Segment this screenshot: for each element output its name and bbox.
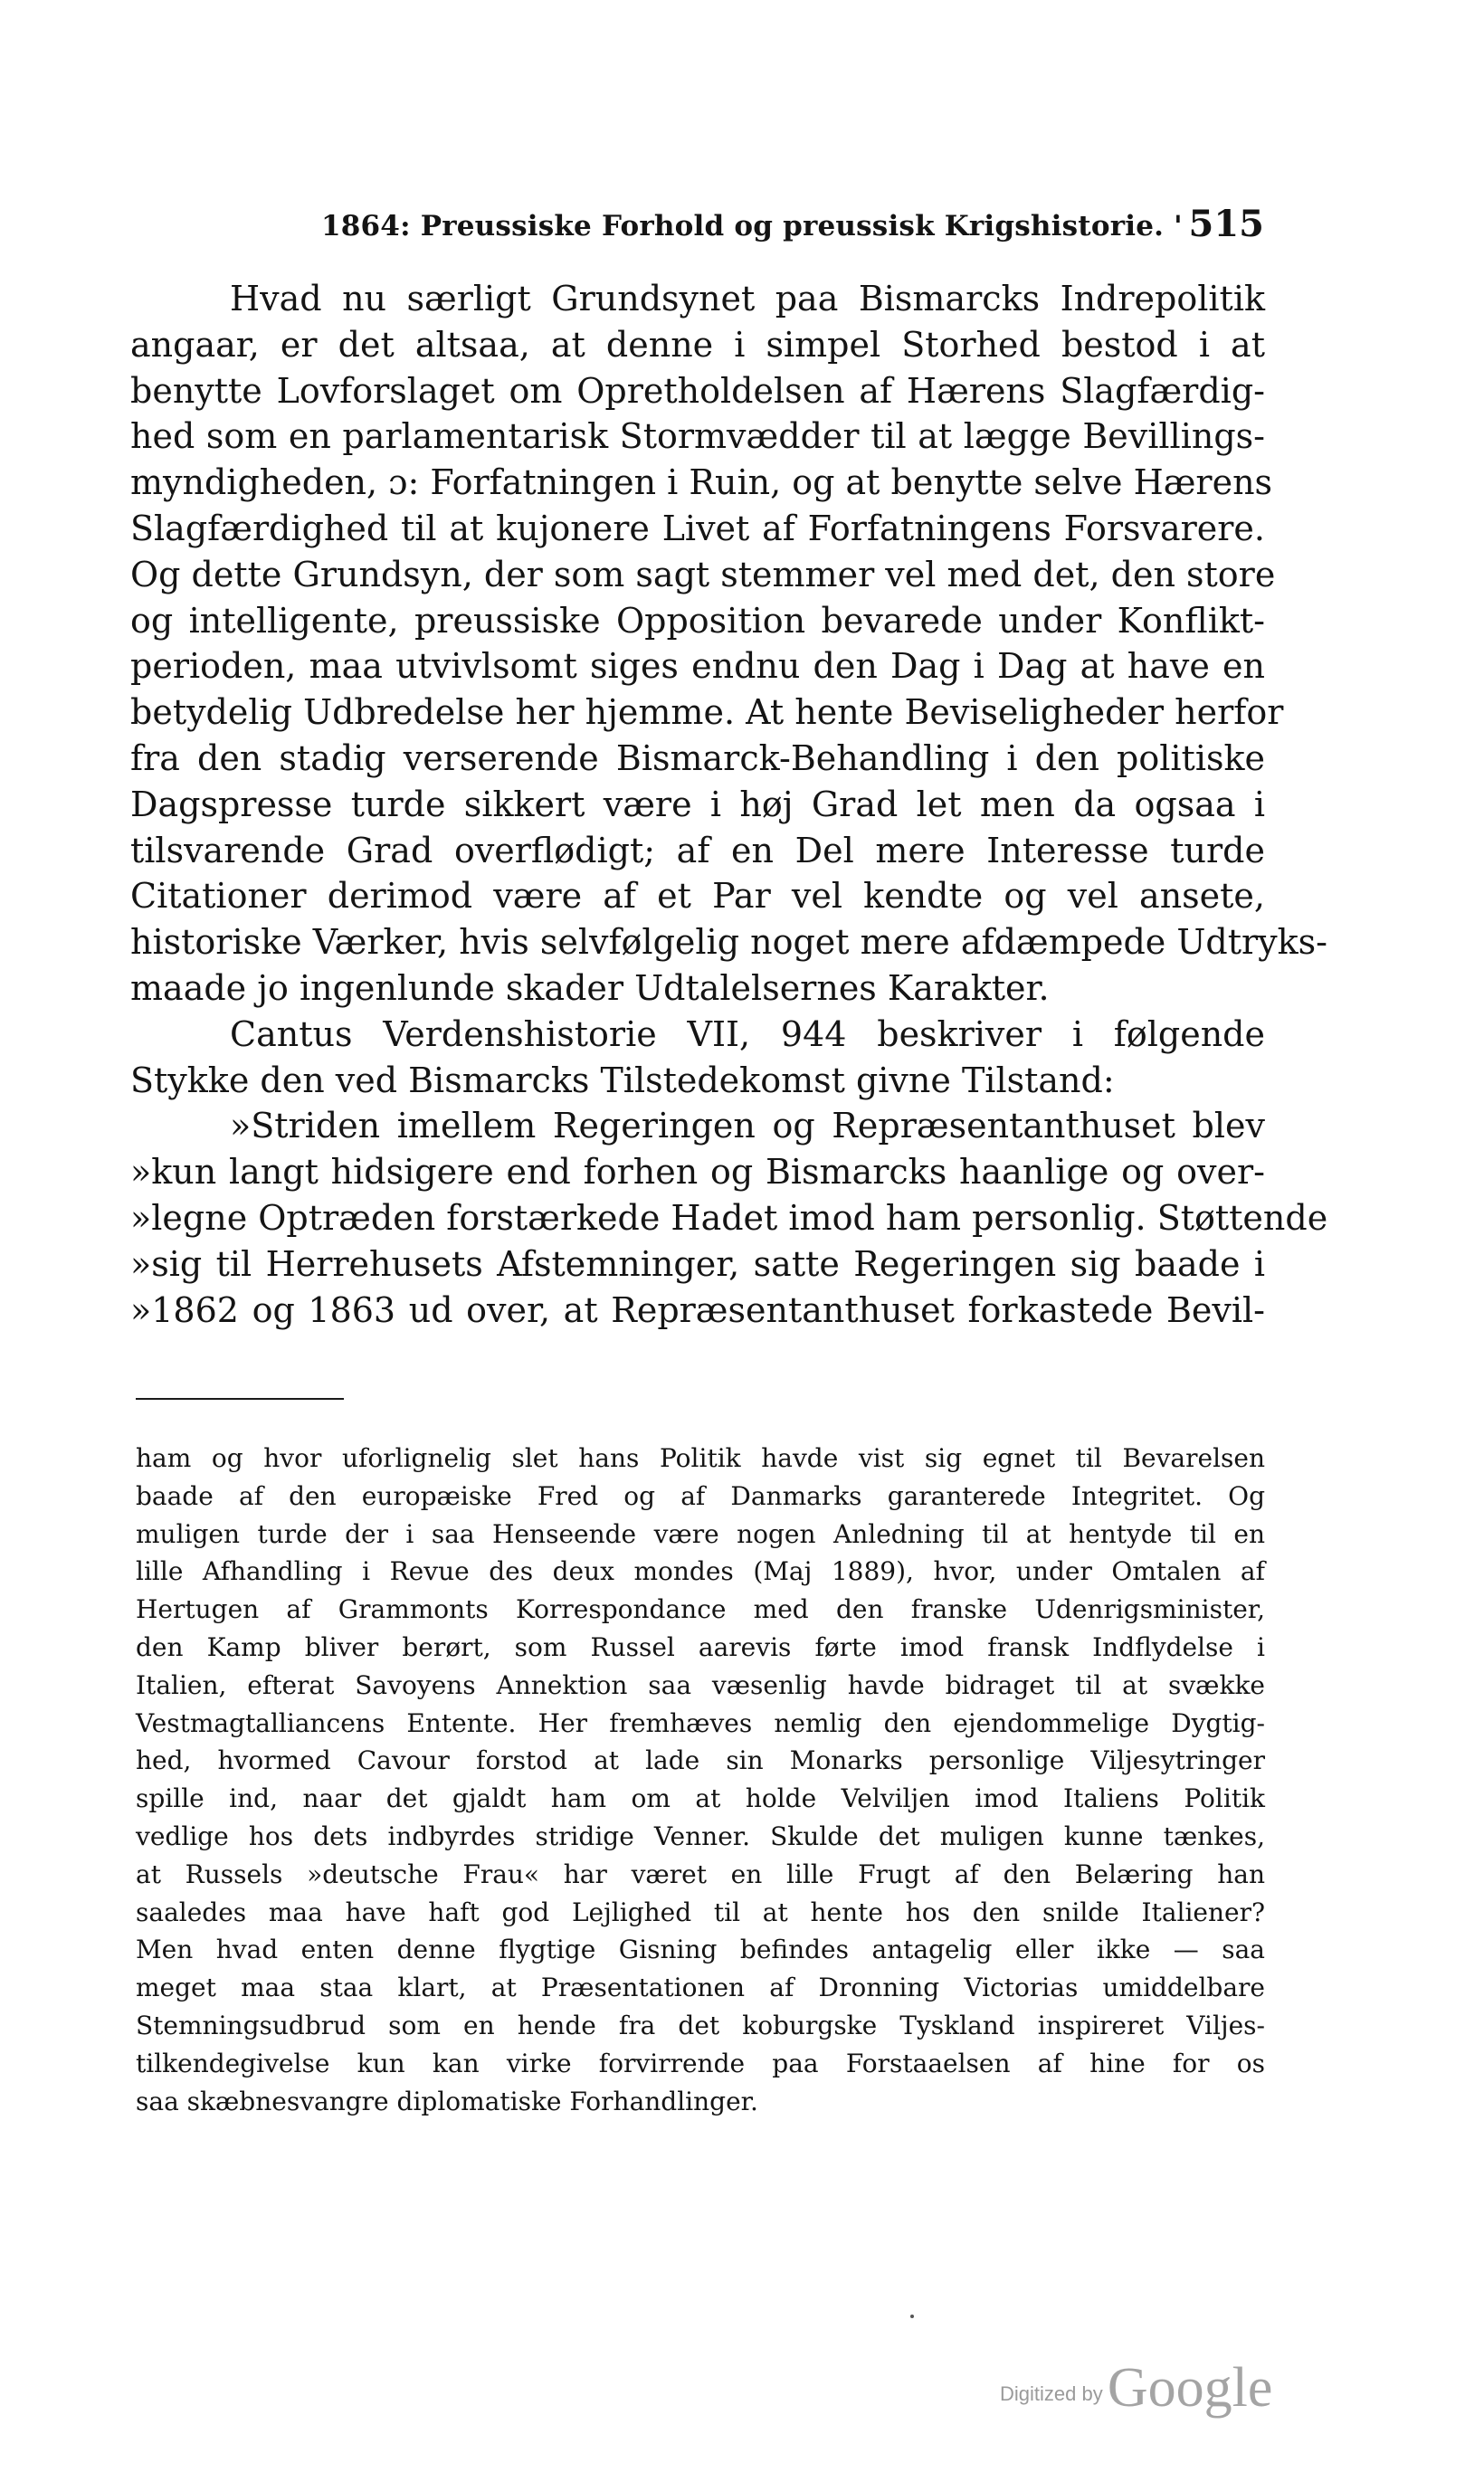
footnote-line: Vestmagtalliancens Entente. Her fremhæves nemlig den ejendommelige Dygtig- [136, 1707, 1265, 1738]
body-line: myndigheden, ɔ: Forfatningen i Ruin, og at benytte selve Hærens [130, 462, 1273, 503]
footnote-line: saaledes maa have haft god Lejlighed til at hente hos den snilde Italiener? [136, 1897, 1265, 1927]
quote-line: »kun langt hidsigere end forhen og Bismarcks haanlige og over- [130, 1152, 1265, 1193]
quote-line: »1862 og 1863 ud over, at Repræsentanthuset forkastede Bevil- [130, 1289, 1265, 1330]
body-line: Cantus Verdenshistorie VII, 944 beskriver i følgende [230, 1013, 1265, 1054]
footnote-line: hed, hvormed Cavour forstod at lade sin Monarks personlige Viljesytringer [136, 1745, 1265, 1776]
body-line: Stykke den ved Bismarcks Tilstedekomst givne Tilstand: [130, 1060, 1115, 1100]
running-head [321, 201, 1264, 255]
body-line: Hvad nu særligt Grundsynet paa Bismarcks Indrepolitik [230, 279, 1265, 319]
watermark-prefix: Digitized by [1000, 2382, 1103, 2405]
footnote-line: muligen turde der i saa Henseende være nogen Anledning til at hentyde til en [136, 1518, 1265, 1549]
quote-line: »Striden imellem Regeringen og Repræsentanthuset blev [230, 1106, 1265, 1146]
running-title: 1864: Preussiske Forhold og preussisk Krigshistorie. ' [321, 210, 1183, 242]
footnote-line: Italien, efterat Savoyens Annektion saa væsenlig havde bidraget til at svække [136, 1669, 1265, 1700]
page-number: 515 [1188, 203, 1264, 245]
footnote [136, 1440, 1265, 2120]
footnote-line: den Kamp bliver berørt, som Russel aarevis førte imod fransk Indflydelse i [136, 1631, 1265, 1662]
body-line: og intelligente, preussiske Opposition bevarede under Konflikt- [130, 600, 1265, 641]
body-line: maade jo ingenlunde skader Udtalelsernes Karakter. [130, 967, 1050, 1008]
footnote-line: Hertugen af Grammonts Korrespondance med den franske Udenrigsminister, [136, 1594, 1265, 1625]
footnote-divider [136, 1398, 344, 1400]
footnote-line: Men hvad enten denne flygtige Gisning befindes antagelig eller ikke — saa [136, 1935, 1265, 1965]
body-line: Citationer derimod være af et Par vel kendte og vel ansete, [130, 876, 1265, 917]
body-line: historiske Værker, hvis selvfølgelig noget mere afdæmpede Udtryks- [130, 922, 1327, 963]
body-line: tilsvarende Grad overflødigt; af en Del mere Interesse turde [130, 830, 1265, 870]
footnote-line: ham og hvor uforlignelig slet hans Politik havde vist sig egnet til Bevarelsen [136, 1443, 1265, 1473]
footnote-line: at Russels »deutsche Frau« har været en lille Frugt af den Belæring han [136, 1859, 1265, 1889]
footnote-line: Stemningsudbrud som en hende fra det koburgske Tyskland inspireret Viljes- [136, 2010, 1265, 2040]
footnote-line: lille Afhandling i Revue des deux mondes (Maj 1889), hvor, under Omtalen af [136, 1556, 1265, 1587]
digitization-watermark [1000, 2356, 1272, 2420]
footnote-line: meget maa staa klart, at Præsentationen af Dronning Victorias umiddelbare [136, 1973, 1265, 2003]
quote-line: »legne Optræden forstærkede Hadet imod ham personlig. Støttende [130, 1197, 1328, 1238]
body-line: Og dette Grundsyn, der som sagt stemmer vel med det, den store [130, 554, 1276, 594]
watermark-logo: Google [1107, 2357, 1273, 2419]
footnote-line: tilkendegivelse kun kan virke forvirrende paa Forstaaelsen af hine for os [136, 2048, 1265, 2078]
footnote-line: vedlige hos dets indbyrdes stridige Venner. Skulde det muligen kunne tænkes, [136, 1821, 1265, 1851]
main-text [130, 276, 1328, 1333]
body-line: betydelig Udbredelse her hjemme. At hente Beviseligheder herfor [130, 692, 1284, 733]
body-line: perioden, maa utvivlsomt siges endnu den Dag i Dag at have en [130, 646, 1265, 687]
body-line: benytte Lovforslaget om Opretholdelsen af Hærens Slagfærdig- [130, 370, 1265, 411]
body-line: Slagfærdighed til at kujonere Livet af Forfatningens Forsvarere. [130, 508, 1265, 548]
stray-mark [910, 2315, 914, 2318]
quote-line: »sig til Herrehusets Afstemninger, satte Regeringen sig baade i [130, 1243, 1265, 1284]
footnote-line: spille ind, naar det gjaldt ham om at holde Velviljen imod Italiens Politik [136, 1783, 1265, 1814]
body-line: hed som en parlamentarisk Stormvædder til at lægge Bevillings- [130, 416, 1265, 457]
body-line: fra den stadig verserende Bismarck-Behandling i den politiske [130, 737, 1265, 778]
footnote-line: baade af den europæiske Fred og af Danmarks garanterede Integritet. Og [136, 1480, 1265, 1511]
body-line: angaar, er det altsaa, at denne i simpel Storhed bestod i at [130, 324, 1265, 365]
footnote-line: saa skæbnesvangre diplomatiske Forhandlinger. [136, 2086, 758, 2116]
body-line: Dagspresse turde sikkert være i høj Grad let men da ogsaa i [130, 784, 1265, 824]
